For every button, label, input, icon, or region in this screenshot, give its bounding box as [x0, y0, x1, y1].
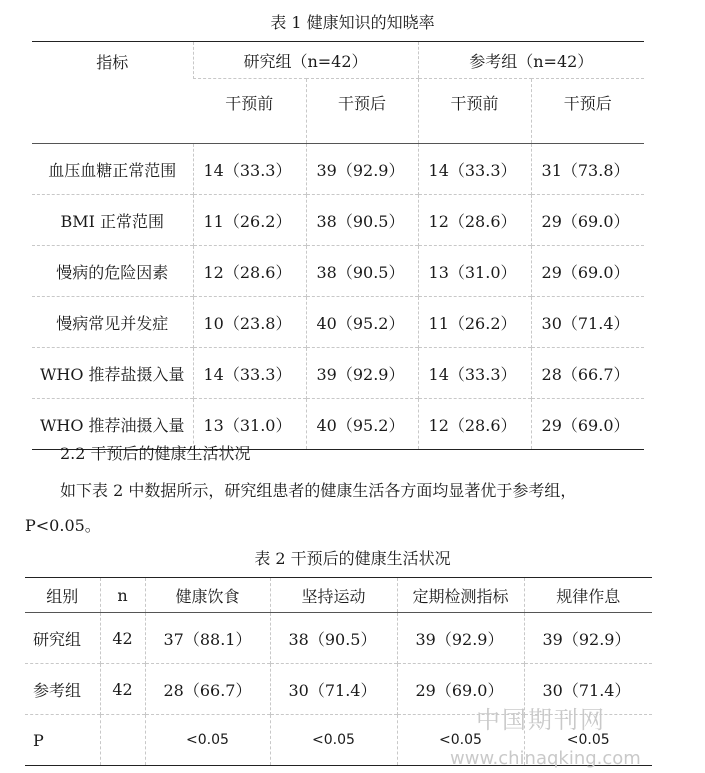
- cell-reference-pre: 12（28.6）: [418, 399, 531, 450]
- cell-reference-pre: 12（28.6）: [418, 195, 531, 246]
- cell-p-healthy-diet: <0.05: [145, 715, 270, 766]
- cell-exercise: 38（90.5）: [270, 613, 397, 664]
- cell-study-pre: 14（33.3）: [193, 348, 306, 399]
- cell-study-pre: 12（28.6）: [193, 246, 306, 297]
- table-row: [32, 246, 644, 297]
- row-label: 慢病的危险因素: [32, 246, 193, 297]
- cell-healthy-diet: 28（66.7）: [145, 664, 270, 715]
- row-label: 慢病常见并发症: [32, 297, 193, 348]
- header-study-group: 研究组（n=42）: [193, 42, 418, 79]
- cell-study-post: 40（95.2）: [306, 297, 418, 348]
- cell-reference-pre: 11（26.2）: [418, 297, 531, 348]
- cell-study-post: 39（92.9）: [306, 144, 418, 195]
- cell-regular-monitoring: 29（69.0）: [397, 664, 524, 715]
- cell-p-regular-routine: <0.05: [524, 715, 652, 766]
- cell-study-post: 40（95.2）: [306, 399, 418, 450]
- cell-reference-pre: 14（33.3）: [418, 348, 531, 399]
- knowledge-awareness-table: [32, 41, 644, 450]
- cell-reference-pre: 13（31.0）: [418, 246, 531, 297]
- row-label: WHO 推荐盐摄入量: [32, 348, 193, 399]
- header-reference-group: 参考组（n=42）: [418, 42, 644, 79]
- cell-reference-post: 29（69.0）: [531, 246, 644, 297]
- cell-regular-routine: 39（92.9）: [524, 613, 652, 664]
- watermark-url: www.chinaqking.com: [450, 748, 641, 769]
- header-reference-pre: 干预前: [418, 79, 531, 144]
- header-indicator: 指标: [32, 42, 193, 144]
- cell-regular-monitoring: 39（92.9）: [397, 613, 524, 664]
- table2-title: 表 2 干预后的健康生活状况: [254, 549, 451, 568]
- header-group: 组别: [25, 578, 100, 613]
- cell-reference-post: 29（69.0）: [531, 399, 644, 450]
- table1-title: 表 1 健康知识的知晓率: [270, 13, 435, 32]
- row-label: WHO 推荐油摄入量: [32, 399, 193, 450]
- section-heading: 2.2 干预后的健康生活状况: [60, 444, 251, 463]
- cell-reference-post: 30（71.4）: [531, 297, 644, 348]
- header-study-post: 干预后: [306, 79, 418, 144]
- table-row: [32, 144, 644, 195]
- cell-study-pre: 14（33.3）: [193, 144, 306, 195]
- cell-study-pre: 11（26.2）: [193, 195, 306, 246]
- cell-study-post: 39（92.9）: [306, 348, 418, 399]
- cell-reference-post: 31（73.8）: [531, 144, 644, 195]
- cell-n: 42: [100, 664, 145, 715]
- cell-regular-routine: 30（71.4）: [524, 664, 652, 715]
- cell-study-pre: 10（23.8）: [193, 297, 306, 348]
- cell-group: P: [25, 715, 100, 766]
- header-healthy-diet: 健康饮食: [145, 578, 270, 613]
- table-row: [32, 348, 644, 399]
- header-regular-routine: 规律作息: [524, 578, 652, 613]
- header-study-pre: 干预前: [193, 79, 306, 144]
- body-paragraph-line2: P<0.05。: [25, 516, 101, 535]
- cell-n: 42: [100, 613, 145, 664]
- cell-p-exercise: <0.05: [270, 715, 397, 766]
- table-row: [25, 613, 652, 664]
- cell-reference-pre: 14（33.3）: [418, 144, 531, 195]
- body-paragraph-line1: 如下表 2 中数据所示，研究组患者的健康生活各方面均显著优于参考组，: [60, 481, 577, 500]
- row-label: 血压血糖正常范围: [32, 144, 193, 195]
- cell-reference-post: 29（69.0）: [531, 195, 644, 246]
- table-row: [32, 297, 644, 348]
- header-n: n: [100, 578, 145, 613]
- cell-healthy-diet: 37（88.1）: [145, 613, 270, 664]
- healthy-lifestyle-table: [25, 577, 652, 766]
- table-row: [32, 195, 644, 246]
- cell-study-post: 38（90.5）: [306, 195, 418, 246]
- header-reference-post: 干预后: [531, 79, 644, 144]
- cell-group: 参考组: [25, 664, 100, 715]
- header-regular-monitoring: 定期检测指标: [397, 578, 524, 613]
- cell-study-pre: 13（31.0）: [193, 399, 306, 450]
- cell-exercise: 30（71.4）: [270, 664, 397, 715]
- cell-p-regular-monitoring: <0.05: [397, 715, 524, 766]
- cell-group: 研究组: [25, 613, 100, 664]
- cell-n: [100, 715, 145, 766]
- cell-reference-post: 28（66.7）: [531, 348, 644, 399]
- watermark-chinese: 中国期刊网: [476, 706, 606, 734]
- header-exercise: 坚持运动: [270, 578, 397, 613]
- cell-study-post: 38（90.5）: [306, 246, 418, 297]
- row-label: BMI 正常范围: [32, 195, 193, 246]
